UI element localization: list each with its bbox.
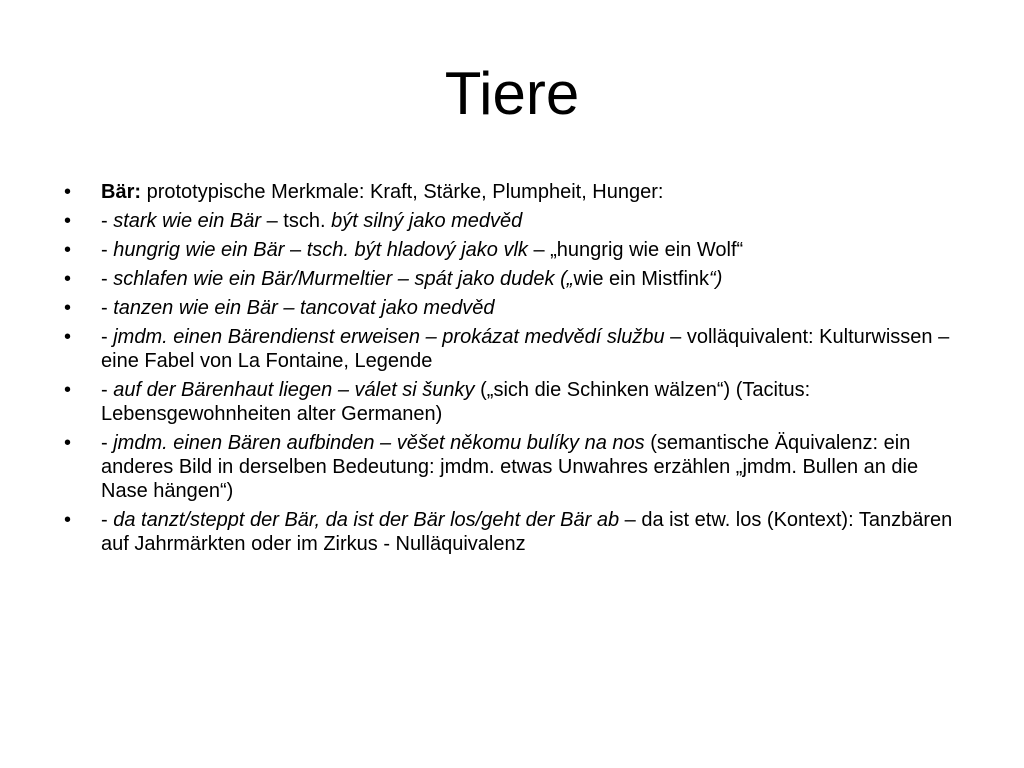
text-segment: tanzen wie ein Bär – tancovat jako medvěd xyxy=(113,297,495,319)
text-segment: - xyxy=(101,379,114,401)
bullet-marker: • xyxy=(64,509,72,531)
text-segment: – xyxy=(284,239,307,261)
bullet-item xyxy=(64,238,964,262)
bullet-text xyxy=(101,326,949,372)
bullet-item xyxy=(64,209,964,233)
bullet-text xyxy=(101,297,495,319)
text-segment: wie ein Mistfink xyxy=(573,268,710,290)
text-segment: („sich die Schinken wälzen“) (Tacitus: Lebensgewohnheiten alter Germanen) xyxy=(101,379,811,425)
bullet-text xyxy=(101,379,810,425)
bullet-text xyxy=(101,239,743,261)
bullet-list xyxy=(64,180,964,561)
text-segment: – „hungrig wie ein Wolf“ xyxy=(527,239,744,261)
bullet-item xyxy=(64,378,964,426)
text-segment: - xyxy=(101,326,114,348)
bullet-text xyxy=(101,181,663,203)
text-segment: jmdm. einen Bärendienst erweisen – prokázat medvědí službu xyxy=(113,326,665,348)
bullet-marker: • xyxy=(64,268,72,290)
bullet-text xyxy=(101,268,722,290)
bullet-text xyxy=(101,432,918,502)
bullet-item xyxy=(64,325,964,373)
text-segment: (semantische Äquivalenz: ein anderes Bild in derselben Bedeutung: jmdm. etwas Unwahres erzählen „jmdm. Bullen an die Nase hängen“) xyxy=(101,432,919,502)
bullet-marker: • xyxy=(64,326,72,348)
text-segment: - xyxy=(101,432,114,454)
text-segment: - xyxy=(101,297,114,319)
text-segment: – volläquivalent: Kulturwissen – eine Fabel von La Fontaine, Legende xyxy=(101,326,950,372)
bullet-marker: • xyxy=(64,297,72,319)
text-segment: – tsch. xyxy=(261,210,332,232)
text-segment: “) xyxy=(709,268,723,290)
bullet-item xyxy=(64,508,964,556)
bullet-marker: • xyxy=(64,239,72,261)
text-segment: da tanzt/steppt der Bär, da ist der Bär los/geht der Bär ab xyxy=(113,509,620,531)
text-segment: - xyxy=(101,509,114,531)
text-segment: hungrig wie ein Bär xyxy=(113,239,285,261)
text-segment: - xyxy=(101,239,114,261)
text-segment: schlafen wie ein Bär/Murmeltier – spát jako dudek („ xyxy=(113,268,574,290)
bullet-text xyxy=(101,210,522,232)
text-segment: jmdm. einen Bären aufbinden – věšet někomu bulíky na nos xyxy=(113,432,645,454)
bullet-marker: • xyxy=(64,181,72,203)
bullet-item xyxy=(64,180,964,204)
text-segment: tsch. být hladový jako vlk xyxy=(306,239,528,261)
bullet-item xyxy=(64,267,964,291)
bullet-item xyxy=(64,296,964,320)
text-segment: prototypische Merkmale: Kraft, Stärke, Plumpheit, Hunger: xyxy=(141,181,664,203)
text-segment: Bär: xyxy=(101,181,142,203)
text-segment: – da ist etw. los (Kontext): Tanzbären auf Jahrmärkten oder im Zirkus - Nulläquivalenz xyxy=(101,509,953,555)
text-segment: - xyxy=(101,268,114,290)
text-segment: auf der Bärenhaut liegen – válet si šunky xyxy=(113,379,475,401)
bullet-item xyxy=(64,431,964,503)
bullet-marker: • xyxy=(64,379,72,401)
text-segment: stark wie ein Bär xyxy=(113,210,262,232)
bullet-text xyxy=(101,509,952,555)
slide-title: Tiere xyxy=(444,60,580,127)
text-segment: - xyxy=(101,210,114,232)
bullet-marker: • xyxy=(64,210,72,232)
text-segment: být silný jako medvěd xyxy=(331,210,523,232)
bullet-marker: • xyxy=(64,432,72,454)
